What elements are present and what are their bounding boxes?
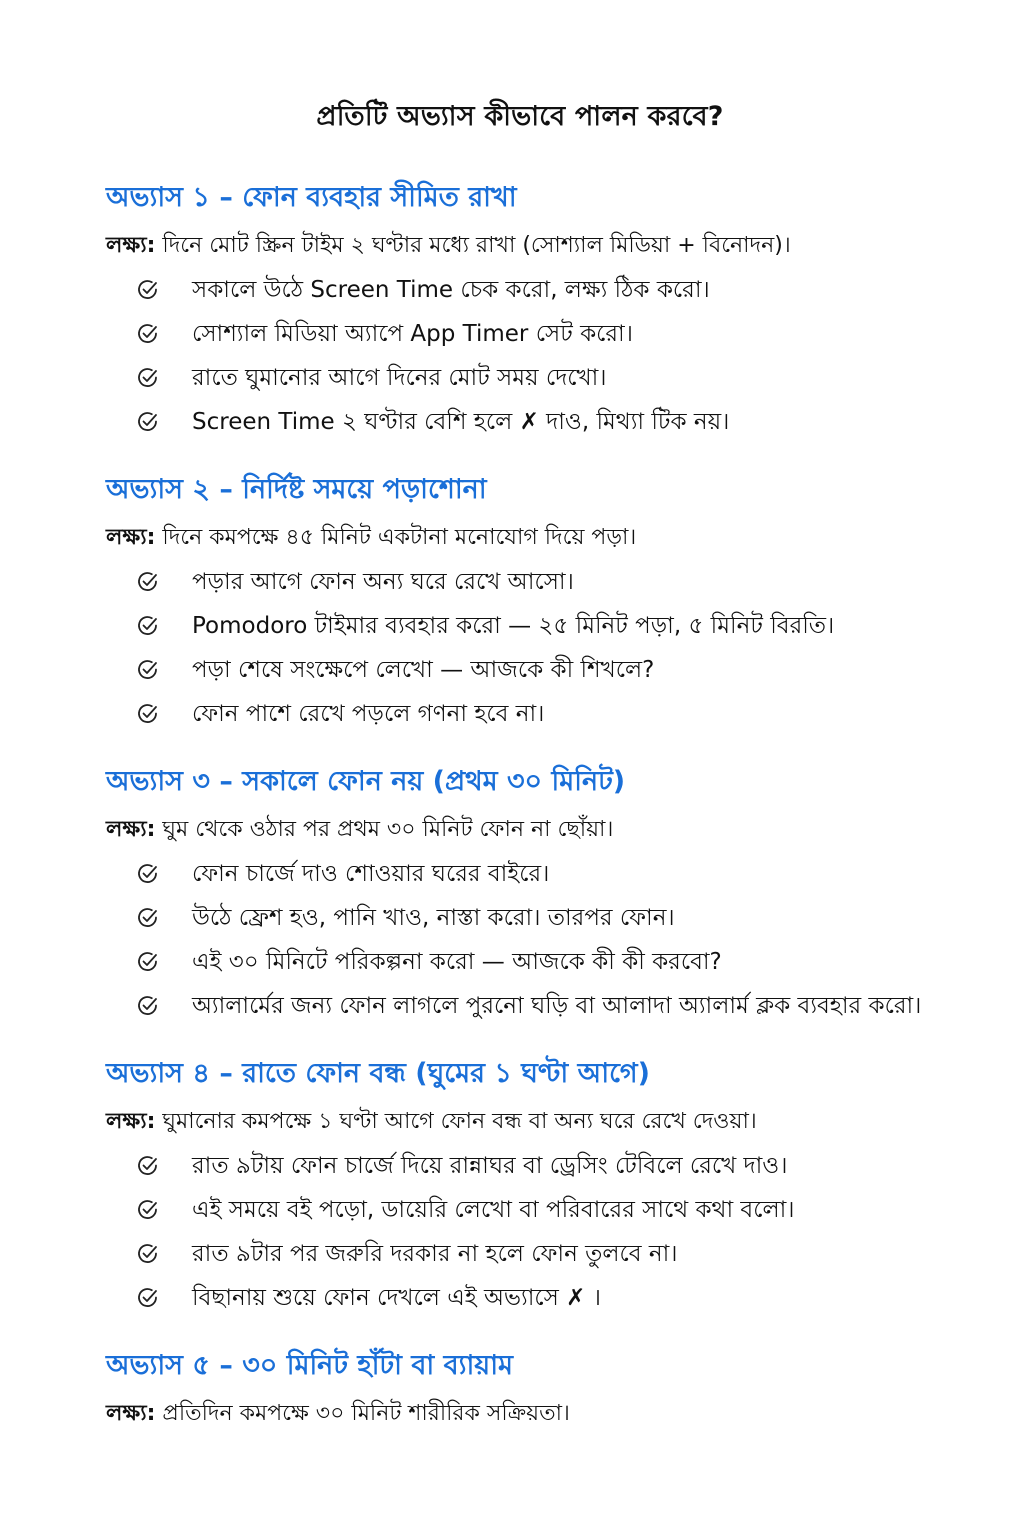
goal-label: লক্ষ্য: [106, 1401, 156, 1426]
check-circle-icon [136, 653, 192, 687]
goal-text: দিনে কমপক্ষে ৪৫ মিনিট একটানা মনোযোগ দিয়ে পড়া। [162, 525, 637, 550]
check-circle-icon [136, 857, 192, 891]
habit-points [106, 1149, 934, 1315]
habit-goal [106, 1104, 934, 1141]
point-text: সোশ্যাল মিডিয়া অ্যাপে App Timer সেট করো। [192, 321, 633, 347]
point-text: এই ৩০ মিনিটে পরিকল্পনা করো — আজকে কী কী করবো? [192, 949, 722, 975]
list-item [136, 609, 934, 643]
check-circle-icon [136, 1237, 192, 1271]
goal-text: প্রতিদিন কমপক্ষে ৩০ মিনিট শারীরিক সক্রিয়তা। [162, 1401, 570, 1426]
check-circle-icon [136, 565, 192, 599]
point-text: উঠে ফ্রেশ হও, পানি খাও, নাস্তা করো। তারপর ফোন। [192, 905, 675, 931]
check-circle-icon [136, 273, 192, 307]
point-text: বিছানায় শুয়ে ফোন দেখলে এই অভ্যাসে ✗ । [192, 1285, 601, 1311]
habit-section [106, 1345, 934, 1433]
habit-points [106, 857, 934, 1023]
goal-text: ঘুম থেকে ওঠার পর প্রথম ৩০ মিনিট ফোন না ছোঁয়া। [162, 817, 614, 842]
point-text: পড়া শেষে সংক্ষেপে লেখো — আজকে কী শিখলে? [192, 657, 655, 683]
point-text: ফোন পাশে রেখে পড়লে গণনা হবে না। [192, 701, 545, 727]
habit-heading: অভ্যাস ৫ – ৩০ মিনিট হাঁটা বা ব্যায়াম [106, 1350, 514, 1381]
habit-heading: অভ্যাস ১ – ফোন ব্যবহার সীমিত রাখা [106, 182, 517, 213]
check-circle-icon [136, 901, 192, 935]
list-item [136, 405, 934, 439]
habit-section [106, 177, 934, 439]
check-circle-icon [136, 945, 192, 979]
goal-text: ঘুমানোর কমপক্ষে ১ ঘণ্টা আগে ফোন বন্ধ বা অন্য ঘরে রেখে দেওয়া। [162, 1109, 757, 1134]
goal-label: লক্ষ্য: [106, 1109, 156, 1134]
habit-goal [106, 228, 934, 265]
list-item [136, 901, 934, 935]
list-item [136, 361, 934, 395]
point-text: রাত ৯টায় ফোন চার্জে দিয়ে রান্নাঘর বা ড্রেসিং টেবিলে রেখে দাও। [192, 1153, 788, 1179]
habit-list [106, 177, 934, 1433]
habit-section [106, 761, 934, 1023]
goal-label: লক্ষ্য: [106, 525, 156, 550]
list-item [136, 945, 934, 979]
check-circle-icon [136, 697, 192, 731]
habit-points [106, 565, 934, 731]
point-text: সকালে উঠে Screen Time চেক করো, লক্ষ্য ঠিক করো। [192, 277, 710, 303]
habit-section [106, 469, 934, 731]
habit-goal [106, 1396, 934, 1433]
page-title: প্রতিটি অভ্যাস কীভাবে পালন করবে? [316, 101, 724, 132]
list-item [136, 857, 934, 891]
check-circle-icon [136, 989, 192, 1023]
list-item [136, 1237, 934, 1271]
point-text: এই সময়ে বই পড়ো, ডায়েরি লেখো বা পরিবারের সাথে কথা বলো। [192, 1197, 795, 1223]
point-text: রাত ৯টার পর জরুরি দরকার না হলে ফোন তুলবে না। [192, 1241, 678, 1267]
list-item [136, 1281, 934, 1315]
goal-text: দিনে মোট স্ক্রিন টাইম ২ ঘণ্টার মধ্যে রাখা (সোশ্যাল মিডিয়া + বিনোদন)। [162, 233, 791, 258]
list-item [136, 1193, 934, 1227]
point-text: Pomodoro টাইমার ব্যবহার করো — ২৫ মিনিট পড়া, ৫ মিনিট বিরতি। [192, 613, 835, 639]
check-circle-icon [136, 609, 192, 643]
list-item [136, 273, 934, 307]
point-text: ফোন চার্জে দাও শোওয়ার ঘরের বাইরে। [192, 861, 550, 887]
point-text: Screen Time ২ ঘণ্টার বেশি হলে ✗ দাও, মিথ্যা টিক নয়। [192, 409, 730, 435]
list-item [136, 697, 934, 731]
check-circle-icon [136, 361, 192, 395]
check-circle-icon [136, 1149, 192, 1183]
check-circle-icon [136, 405, 192, 439]
point-text: রাতে ঘুমানোর আগে দিনের মোট সময় দেখো। [192, 365, 607, 391]
habit-heading: অভ্যাস ৩ – সকালে ফোন নয় (প্রথম ৩০ মিনিট) [106, 766, 626, 797]
habit-heading: অভ্যাস ৪ – রাতে ফোন বন্ধ (ঘুমের ১ ঘণ্টা আগে) [106, 1058, 650, 1089]
check-circle-icon [136, 1281, 192, 1315]
list-item [136, 653, 934, 687]
check-circle-icon [136, 1193, 192, 1227]
habit-goal [106, 520, 934, 557]
habit-section [106, 1053, 934, 1315]
list-item [136, 565, 934, 599]
list-item [136, 317, 934, 351]
habit-points [106, 273, 934, 439]
list-item [136, 1149, 934, 1183]
point-text: পড়ার আগে ফোন অন্য ঘরে রেখে আসো। [192, 569, 574, 595]
habit-goal [106, 812, 934, 849]
goal-label: লক্ষ্য: [106, 233, 156, 258]
habit-heading: অভ্যাস ২ – নির্দিষ্ট সময়ে পড়াশোনা [106, 474, 487, 505]
point-text: অ্যালার্মের জন্য ফোন লাগলে পুরনো ঘড়ি বা আলাদা অ্যালার্ম ক্লক ব্যবহার করো। [192, 993, 922, 1019]
list-item [136, 989, 934, 1023]
goal-label: লক্ষ্য: [106, 817, 156, 842]
check-circle-icon [136, 317, 192, 351]
